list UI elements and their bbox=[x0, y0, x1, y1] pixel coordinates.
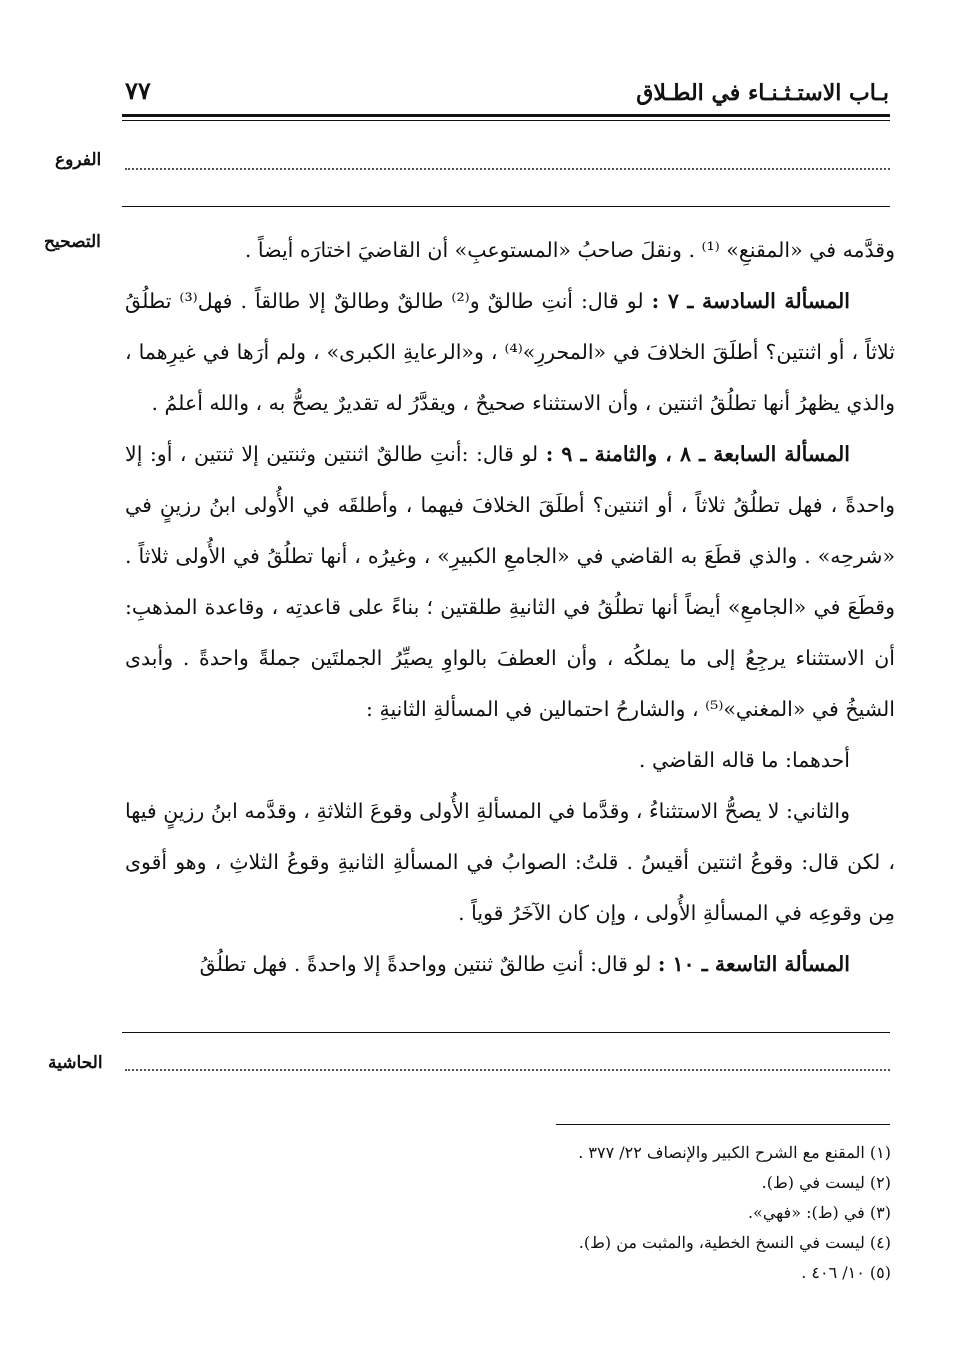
paragraph-6-text: لو قال: أنتِ طالقٌ ثنتين وواحدةً إلا واحدةً . فهل تطلُقُ bbox=[199, 952, 658, 976]
issue-heading-7-8: المسألة السابعة ـ ٨ ، والثامنة ـ ٩ : bbox=[545, 442, 850, 466]
section-separator-bottom bbox=[122, 1032, 890, 1033]
issue-heading-9: المسألة التاسعة ـ ١٠ : bbox=[657, 952, 850, 976]
paragraph-5: والثاني: لا يصحُّ الاستثناءُ ، وقدَّما في المسألةِ الأُولى وقوعَ الثلاثةِ ، وقدَّمه ابنُ رزينٍ فيها ، لكن قال: وقوعُ اثنتين أقيسُ . قلتُ: الصوابُ في المسألةِ الثانيةِ وقوعُ الثلاثِ ، وهو أقوى مِن وقوعِه في المسألةِ الأُولى ، وإن كان الآخَرُ قوياً . bbox=[125, 799, 895, 925]
footnote-rule bbox=[556, 1124, 890, 1125]
label-tashih: التصحيح bbox=[44, 232, 101, 252]
running-title: بـاب الاستـثـنـاء في الطـلاق bbox=[636, 80, 889, 106]
paragraph-6 bbox=[125, 939, 895, 990]
page-number: ٧٧ bbox=[125, 76, 151, 105]
paragraph-1: وقدَّمه في «المقنعِ» ⁽¹⁾ . ونقلَ صاحبُ «المستوعبِ» أن القاضيَ اختارَه أيضاً . bbox=[244, 238, 895, 262]
label-hashiya: الحاشية bbox=[48, 1053, 103, 1073]
section-separator-top bbox=[122, 206, 890, 207]
paragraph-3 bbox=[125, 429, 895, 735]
furu-dotted-line bbox=[125, 168, 890, 170]
footnotes bbox=[131, 1138, 891, 1288]
paragraph-3-text: لو قال: :أنتِ طالقٌ اثنتين وثنتين إلا ثنتين ، أو: إلا واحدةً ، فهل تطلُقُ ثلاثاً ، أو اثنتين؟ أطلَقَ الخلافَ فيهما ، وأطلقَه في الأُولى ابنُ رزينٍ في «شرحِه» . والذي قطَعَ به القاضي في «الجامعِ الكبيرِ» ، وغيرُه ، أنها تطلُقُ في الأُولى ثلاثاً . وقطَعَ في «الجامعِ» أيضاً أنها تطلُقُ في الثانيةِ طلقتين ؛ بناءً على قاعدتِه ، وقاعدة المذهبِ: أن الاستثناء يرجِعُ إلى ما يملكُه ، وأن العطفَ بالواوِ يصيِّرُ الجملتَين جملةً واحدةً . وأبدى الشيخُ في «المغني»⁽⁵⁾ ، والشارحُ احتمالين في المسألةِ الثانيةِ : bbox=[125, 442, 895, 721]
hashiya-dotted-line bbox=[125, 1069, 890, 1071]
footnote-1: (١) المقنع مع الشرح الكبير والإنصاف ٢٢/ ٣٧٧ . bbox=[578, 1143, 891, 1162]
footnote-3: (٣) في (ط): «فهي». bbox=[747, 1203, 891, 1222]
header-rule-thin bbox=[122, 120, 890, 121]
main-text bbox=[125, 225, 895, 990]
paragraph-4: أحدهما: ما قاله القاضي . bbox=[638, 748, 850, 772]
footnote-4: (٤) ليست في النسخ الخطية، والمثبت من (ط). bbox=[578, 1233, 891, 1252]
footnote-2: (٢) ليست في (ط). bbox=[761, 1173, 891, 1192]
footnote-5: (٥) ١٠/ ٤٠٦ . bbox=[801, 1263, 891, 1282]
paragraph-2-text: لو قال: أنتِ طالقٌ و⁽²⁾ طالقٌ وطالقٌ إلا طالقاً . فهل⁽³⁾ تطلُقُ ثلاثاً ، أو اثنتين؟ أطلَقَ الخلافَ في «المحررِ»⁽⁴⁾ ، و«الرعايةِ الكبرى» ، ولم أرَها في غيرِهما ، والذي يظهرُ أنها تطلُقُ اثنتين ، وأن الاستثناء صحيحٌ ، ويقدَّرُ له تقديرٌ يصحُّ به ، والله أعلمُ . bbox=[125, 289, 895, 415]
header-rule-thick bbox=[122, 114, 890, 117]
paragraph-2 bbox=[125, 276, 895, 429]
label-furu: الفروع bbox=[55, 150, 102, 170]
issue-heading-6: المسألة السادسة ـ ٧ : bbox=[651, 289, 850, 313]
